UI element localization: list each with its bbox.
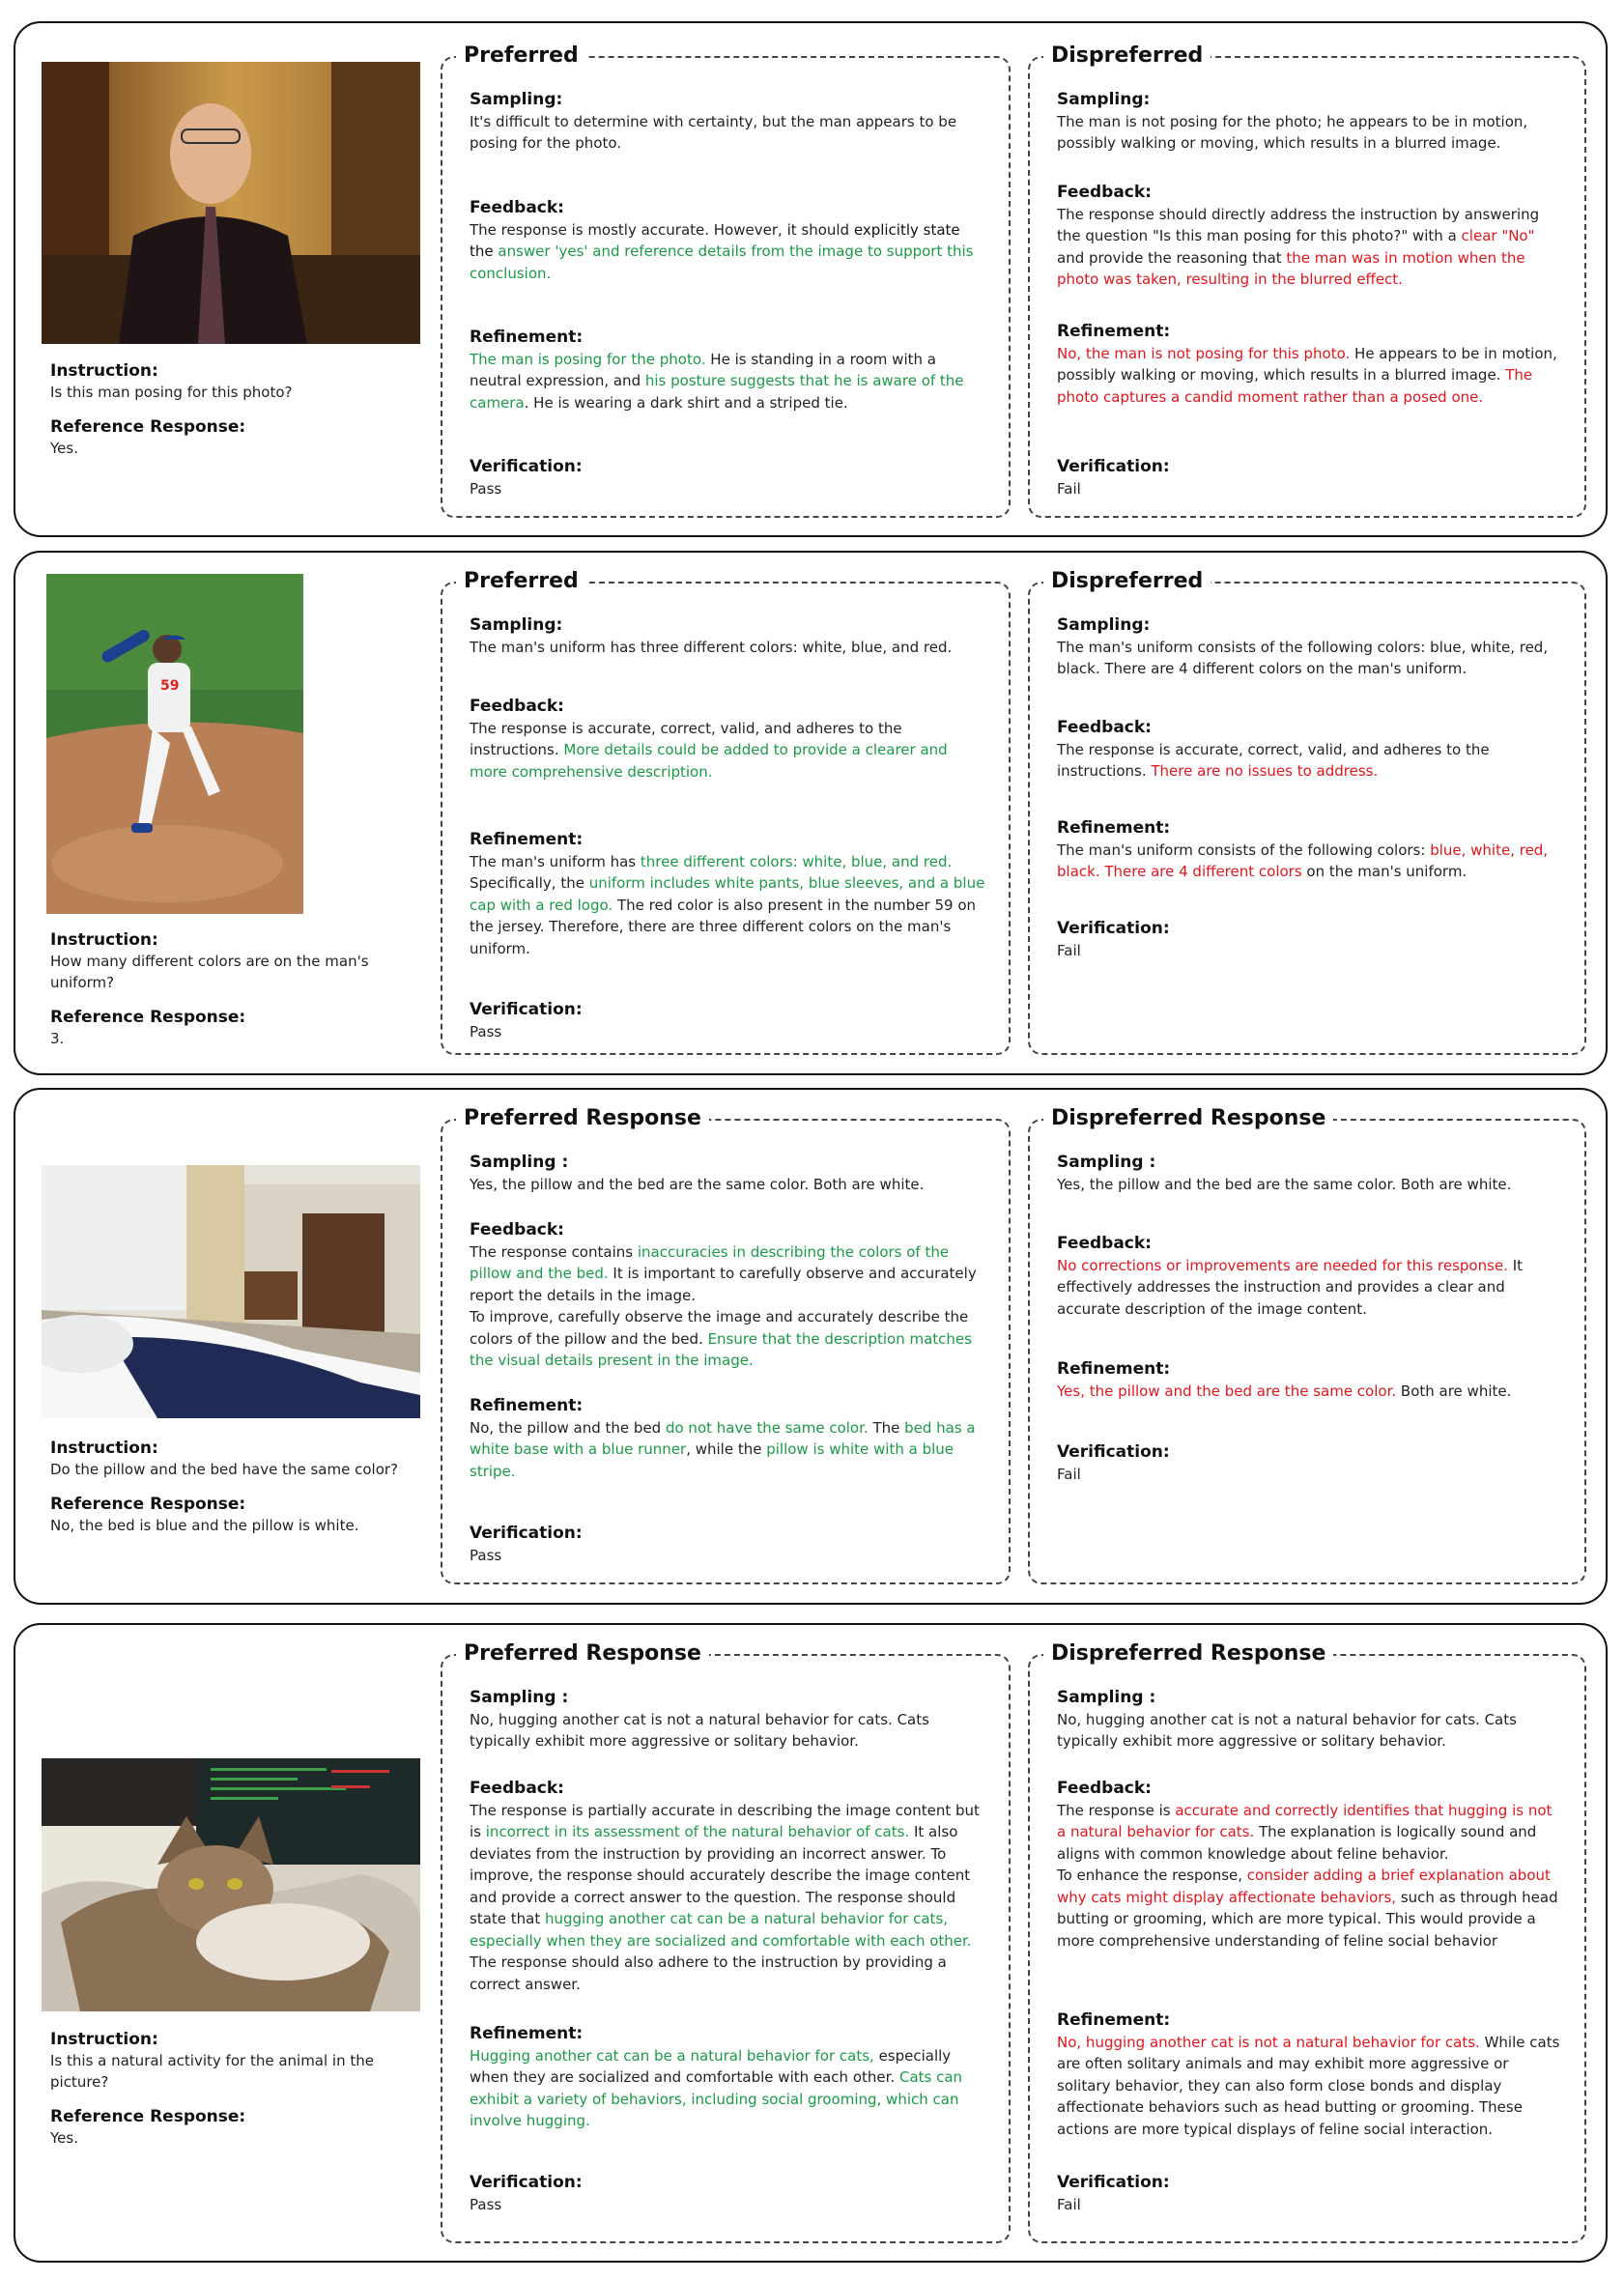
- preferred-panel: [441, 1106, 1011, 1584]
- panel-title: Preferred: [456, 567, 586, 596]
- instruction-text: Do the pillow and the bed have the same color?: [50, 1461, 398, 1478]
- feedback-label: Feedback:: [470, 1779, 564, 1798]
- feedback-text: The response is accurate and correctly identifies that hugging is not a natural behavior for cats. The explanation is logically sound and aligns with common knowledge about feline behavior. To enhance the response, consider adding a brief explanation about why cats might display affectionate behaviors, such as through head butting or grooming, which are more typical. This would provide a more comprehensive understanding of feline social behavior: [1057, 1801, 1558, 1950]
- refinement-text: No, the pillow and the bed do not have the same color. The bed has a white base with a blue runner, while the pillow is white with a blue stripe.: [470, 1418, 976, 1480]
- refinement-text: Yes, the pillow and the bed are the same color. Both are white.: [1057, 1382, 1512, 1400]
- verification-text: Fail: [1057, 479, 1081, 498]
- example-photo-baseball-pitcher: [46, 574, 303, 914]
- feedback-label: Feedback:: [470, 198, 564, 217]
- refinement-label: Refinement:: [1057, 322, 1171, 341]
- example-photo-hotel-bed: [42, 1165, 420, 1418]
- sampling-label: Sampling :: [470, 1688, 569, 1707]
- verification-label: Verification:: [470, 2173, 583, 2192]
- example-card-4: [14, 1623, 1608, 2263]
- panel-title: Preferred Response: [456, 1104, 709, 1133]
- sampling-label: Sampling:: [1057, 615, 1151, 635]
- verification-label: Verification:: [1057, 1442, 1170, 1462]
- sampling-label: Sampling :: [1057, 1688, 1156, 1707]
- verification-label: Verification:: [470, 1000, 583, 1019]
- refinement-label: Refinement:: [470, 328, 584, 347]
- sampling-text: It's difficult to determine with certainty, but the man appears to be posing for the photo.: [470, 112, 957, 152]
- feedback-label: Feedback:: [1057, 1779, 1152, 1798]
- refinement-text: The man's uniform consists of the following colors: blue, white, red, black. There are 4 different colors on the man's uniform.: [1057, 841, 1549, 880]
- refinement-text: No, the man is not posing for this photo. He appears to be in motion, possibly walking or moving, which results in a blurred image. The photo captures a candid moment rather than a posed one.: [1057, 344, 1557, 406]
- sampling-text: The man is not posing for the photo; he appears to be in motion, possibly walking or moving, which results in a blurred image.: [1057, 112, 1528, 152]
- panel-title: Preferred Response: [456, 1639, 709, 1668]
- example-photo-cats-hugging: [42, 1758, 420, 2011]
- verification-label: Verification:: [1057, 2173, 1170, 2192]
- refinement-label: Refinement:: [470, 1396, 584, 1415]
- verification-text: Pass: [470, 2195, 502, 2213]
- reference-label: Reference Response:: [50, 1495, 246, 1514]
- instruction-label: Instruction:: [50, 1439, 158, 1458]
- sampling-label: Sampling:: [470, 90, 563, 109]
- reference-label: Reference Response:: [50, 417, 246, 437]
- feedback-label: Feedback:: [1057, 718, 1152, 737]
- verification-text: Pass: [470, 1546, 502, 1564]
- feedback-text: The response is mostly accurate. However, it should explicitly state the answer 'yes' and reference details from the image to support this conclusion.: [470, 220, 974, 282]
- reference-label: Reference Response:: [50, 1008, 246, 1027]
- example-photo-man-posing: [42, 62, 420, 344]
- sampling-text: The man's uniform has three different colors: white, blue, and red.: [470, 638, 953, 656]
- dispreferred-panel: [1028, 1106, 1586, 1584]
- preferred-panel: [441, 43, 1011, 518]
- sampling-text: Yes, the pillow and the bed are the same color. Both are white.: [470, 1175, 925, 1193]
- reference-text: Yes.: [50, 2129, 78, 2147]
- refinement-label: Refinement:: [1057, 1359, 1171, 1379]
- feedback-text: The response is accurate, correct, valid, and adheres to the instructions. There are no issues to address.: [1057, 740, 1490, 780]
- refinement-label: Refinement:: [470, 830, 584, 849]
- feedback-label: Feedback:: [1057, 1234, 1152, 1253]
- verification-label: Verification:: [470, 457, 583, 476]
- verification-text: Pass: [470, 479, 502, 498]
- feedback-text: No corrections or improvements are needed for this response. It effectively addresses the instruction and provides a clear and accurate description of the image content.: [1057, 1256, 1524, 1318]
- refinement-text: Hugging another cat can be a natural behavior for cats, especially when they are socialized and comfortable with each other. Cats can exhibit a variety of behaviors, including social grooming, which can involve hugging.: [470, 2046, 963, 2129]
- refinement-text: The man is posing for the photo. He is standing in a room with a neutral expression, and his posture suggests that he is aware of the camera. He is wearing a dark shirt and a striped tie.: [470, 350, 964, 412]
- instruction-label: Instruction:: [50, 2030, 158, 2049]
- instruction-text: How many different colors are on the man's uniform?: [50, 953, 369, 991]
- sampling-text: No, hugging another cat is not a natural behavior for cats. Cats typically exhibit more aggressive or solitary behavior.: [1057, 1710, 1517, 1750]
- svg-text:59: 59: [160, 678, 180, 694]
- verification-label: Verification:: [1057, 457, 1170, 476]
- feedback-text: The response is partially accurate in describing the image content but is incorrect in its assessment of the natural behavior of cats. It also deviates from the instruction by providing an incorrect answer. To improve, the response should accurately describe the image content and provide a correct answer to the question. The response should state that hugging another cat can be a natural behavior for cats, especially when they are socialized and comfortable with each other. The response should also adhere to the instruction by providing a correct answer.: [470, 1801, 980, 1993]
- panel-title: Dispreferred Response: [1043, 1104, 1333, 1133]
- verification-text: Fail: [1057, 2195, 1081, 2213]
- verification-text: Pass: [470, 1022, 502, 1040]
- verification-text: Fail: [1057, 1465, 1081, 1483]
- sampling-label: Sampling :: [470, 1153, 569, 1172]
- reference-label: Reference Response:: [50, 2107, 246, 2126]
- verification-label: Verification:: [470, 1524, 583, 1543]
- example-card-1: [14, 21, 1608, 537]
- example-card-3: [14, 1088, 1608, 1605]
- preferred-panel: [441, 1641, 1011, 2243]
- panel-title: Dispreferred: [1043, 42, 1211, 71]
- sampling-text: Yes, the pillow and the bed are the same color. Both are white.: [1057, 1175, 1512, 1193]
- preferred-panel: [441, 569, 1011, 1055]
- refinement-label: Refinement:: [1057, 818, 1171, 838]
- reference-text: No, the bed is blue and the pillow is white.: [50, 1517, 359, 1534]
- refinement-text: No, hugging another cat is not a natural behavior for cats. While cats are often solitary animals and may exhibit more aggressive or solitary behavior, they can also form close bonds and display affectionate behaviors such as head butting or grooming. These actions are more typical displays of feline social interaction.: [1057, 2033, 1560, 2138]
- instruction-text: Is this a natural activity for the animal in the picture?: [50, 2052, 374, 2091]
- sampling-text: No, hugging another cat is not a natural behavior for cats. Cats typically exhibit more aggressive or solitary behavior.: [470, 1710, 929, 1750]
- dispreferred-panel: [1028, 1641, 1586, 2243]
- refinement-text: The man's uniform has three different colors: white, blue, and red. Specifically, the uniform includes white pants, blue sleeves, and a blue cap with a red logo. The red color is also present in the number 59 on the jersey. Therefore, there are three different colors on the man's uniform.: [470, 852, 985, 957]
- verification-text: Fail: [1057, 941, 1081, 959]
- example-card-2: [14, 551, 1608, 1075]
- dispreferred-panel: [1028, 43, 1586, 518]
- dispreferred-panel: [1028, 569, 1586, 1055]
- sampling-label: Sampling :: [1057, 1153, 1156, 1172]
- reference-text: Yes.: [50, 440, 78, 457]
- feedback-text: The response should directly address the instruction by answering the question "Is this man posing for this photo?" with a clear "No" and provide the reasoning that the man was in motion when the photo was taken, resulting in the blurred effect.: [1057, 205, 1540, 288]
- panel-title: Dispreferred Response: [1043, 1639, 1333, 1668]
- feedback-label: Feedback:: [470, 1220, 564, 1240]
- instruction-text: Is this man posing for this photo?: [50, 384, 293, 401]
- feedback-text: The response contains inaccuracies in describing the colors of the pillow and the bed. It is important to carefully observe and accurately report the details in the image. To improve, carefully observe the image and accurately describe the colors of the pillow and the bed. Ensure that the description matches the visual details present in the image.: [470, 1242, 977, 1369]
- sampling-label: Sampling:: [1057, 90, 1151, 109]
- sampling-label: Sampling:: [470, 615, 563, 635]
- sampling-text: The man's uniform consists of the following colors: blue, white, red, black. There are 4 different colors on the man's uniform.: [1057, 638, 1549, 677]
- feedback-label: Feedback:: [470, 697, 564, 716]
- refinement-label: Refinement:: [1057, 2010, 1171, 2030]
- refinement-label: Refinement:: [470, 2024, 584, 2043]
- feedback-text: The response is accurate, correct, valid, and adheres to the instructions. More details could be added to provide a clearer and more comprehensive description.: [470, 719, 948, 781]
- instruction-label: Instruction:: [50, 930, 158, 950]
- instruction-label: Instruction:: [50, 361, 158, 381]
- feedback-label: Feedback:: [1057, 183, 1152, 202]
- reference-text: 3.: [50, 1030, 65, 1047]
- panel-title: Preferred: [456, 42, 586, 71]
- verification-label: Verification:: [1057, 919, 1170, 938]
- panel-title: Dispreferred: [1043, 567, 1211, 596]
